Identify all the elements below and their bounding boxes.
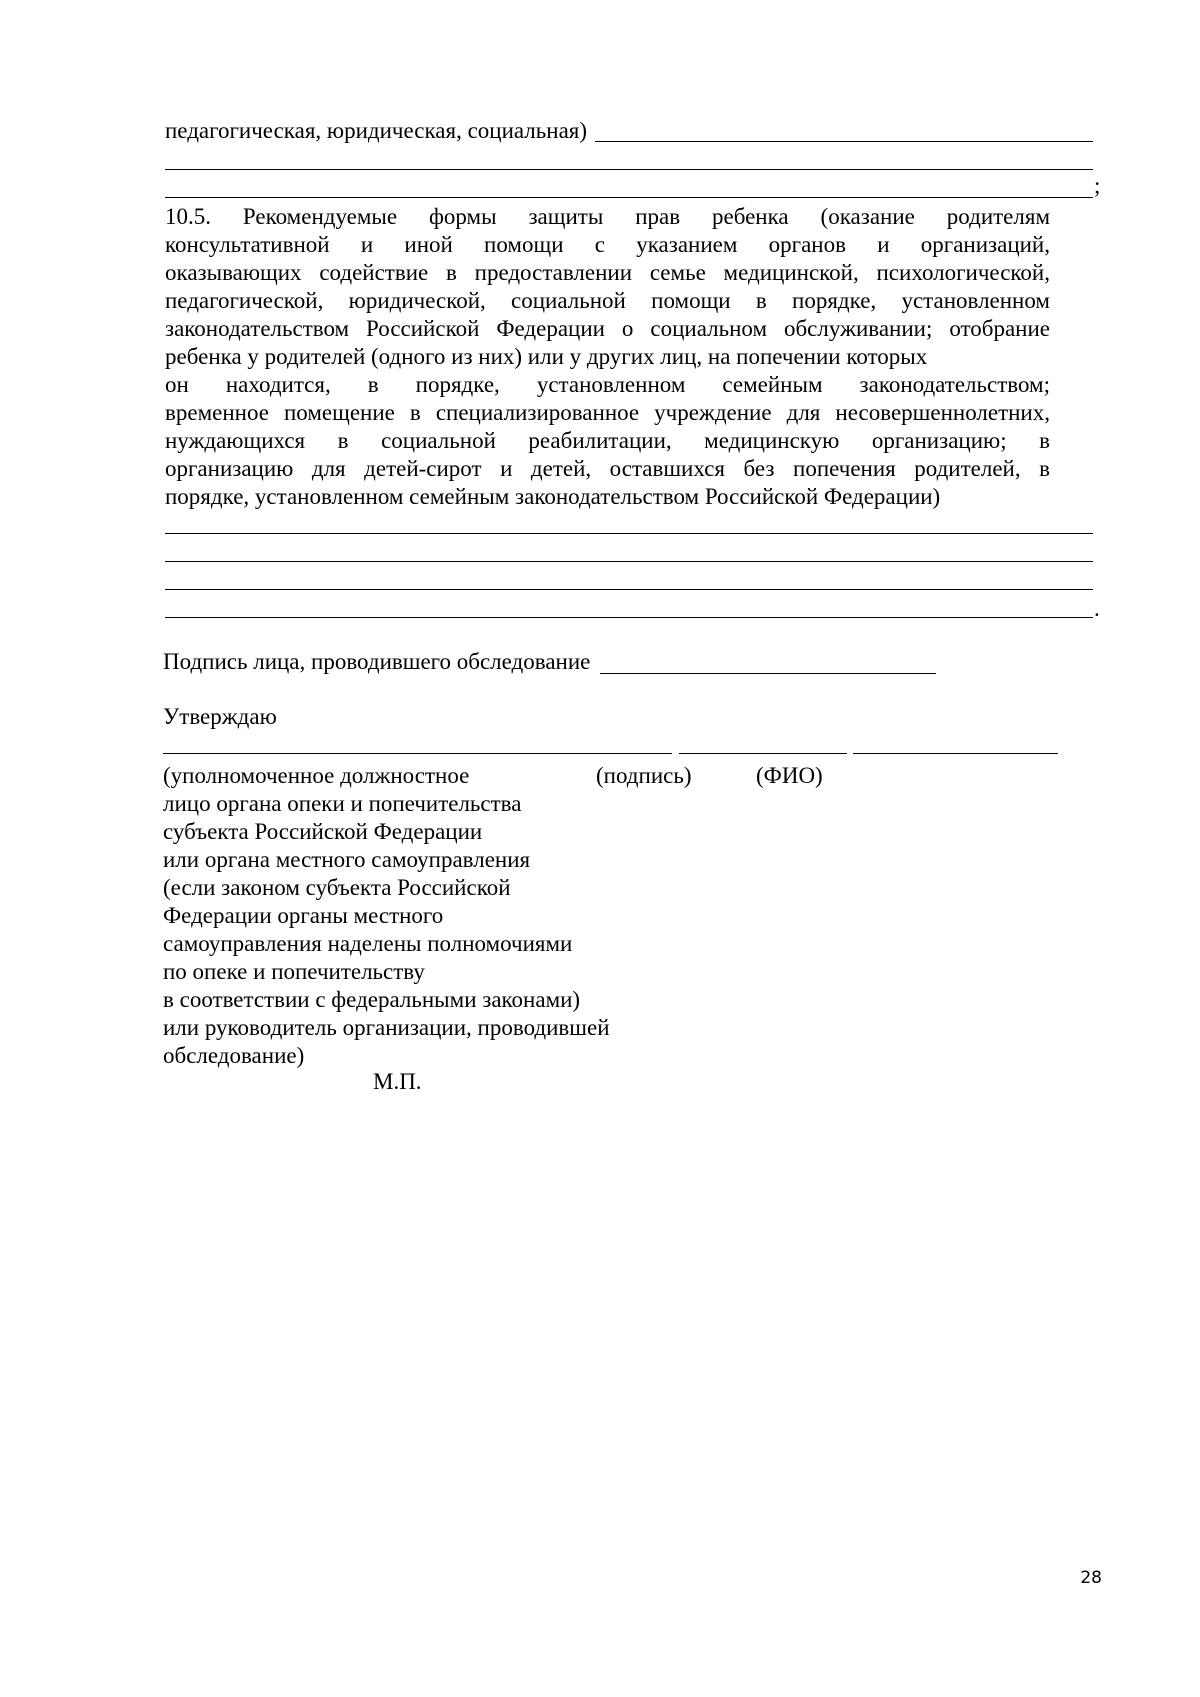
official-line-text: по опеке и попечительству	[163, 959, 425, 984]
section-line: консультативной и иной помощи с указанием органов и организаций,	[165, 232, 1050, 257]
section-line: порядке, установленном семейным законодательством Российской Федерации)	[165, 484, 941, 509]
page-number: 28	[1080, 1568, 1102, 1588]
section-line: законодательством Российской Федерации о социальном обслуживании; отобрание	[165, 316, 1050, 341]
section-line: нуждающихся в социальной реабилитации, медицинскую организацию; в	[165, 428, 1050, 453]
official-line-text: самоуправления наделены полномочиями	[163, 931, 573, 956]
stamp-mark: М.П.	[373, 1069, 422, 1094]
fill-line	[165, 617, 1093, 618]
section-line: временное помещение в специализированное учреждение для несовершеннолетних,	[165, 400, 1050, 425]
section-line: 10.5. Рекомендуемые формы защиты прав ребенка (оказание родителям	[165, 204, 1050, 229]
official-line-text: (если законом субъекта Российской	[163, 875, 511, 900]
official-line-text: лицо органа опеки и попечительства	[163, 791, 522, 816]
semicolon: ;	[1094, 173, 1101, 198]
section-line: он находится, в порядке, установленном семейным законодательством;	[165, 372, 1050, 397]
section-line: организацию для детей-сирот и детей, оставшихся без попечения родителей, в	[165, 456, 1050, 481]
top-line-text: педагогическая, юридическая, социальная)	[165, 118, 588, 143]
fill-line	[165, 533, 1093, 534]
period: .	[1094, 596, 1100, 621]
fill-line	[165, 197, 1093, 198]
signature-line	[600, 673, 936, 674]
name-caption: (ФИО)	[756, 763, 823, 788]
fill-line	[165, 589, 1093, 590]
section-10-5	[165, 203, 1050, 511]
fill-line	[595, 141, 1093, 142]
official-line-text: субъекта Российской Федерации	[163, 819, 483, 844]
official-line-text: Федерации органы местного	[163, 903, 444, 928]
official-line-text: в соответствии с федеральными законами)	[163, 987, 581, 1012]
official-line-text: обследование)	[163, 1043, 305, 1068]
name-field-line	[853, 753, 1058, 754]
fill-line	[165, 169, 1093, 170]
official-line-text: (уполномоченное должностное	[163, 763, 470, 788]
section-line: оказывающих содействие в предоставлении семье медицинской, психологической,	[165, 260, 1050, 285]
official-line-text: или органа местного самоуправления	[163, 847, 531, 872]
approve-label: Утверждаю	[163, 704, 277, 729]
official-line	[163, 753, 672, 754]
signature-label: Подпись лица, проводившего обследование	[163, 649, 591, 674]
section-line: ребенка у родителей (одного из них) или у других лиц, на попечении которых	[165, 344, 928, 369]
fill-line	[165, 561, 1093, 562]
signature-field-line	[679, 753, 847, 754]
section-line: педагогической, юридической, социальной помощи в порядке, установленном	[165, 288, 1050, 313]
signature-caption: (подпись)	[596, 763, 692, 788]
official-caption	[163, 762, 610, 1070]
official-line-text: или руководитель организации, проводившей	[163, 1015, 610, 1040]
